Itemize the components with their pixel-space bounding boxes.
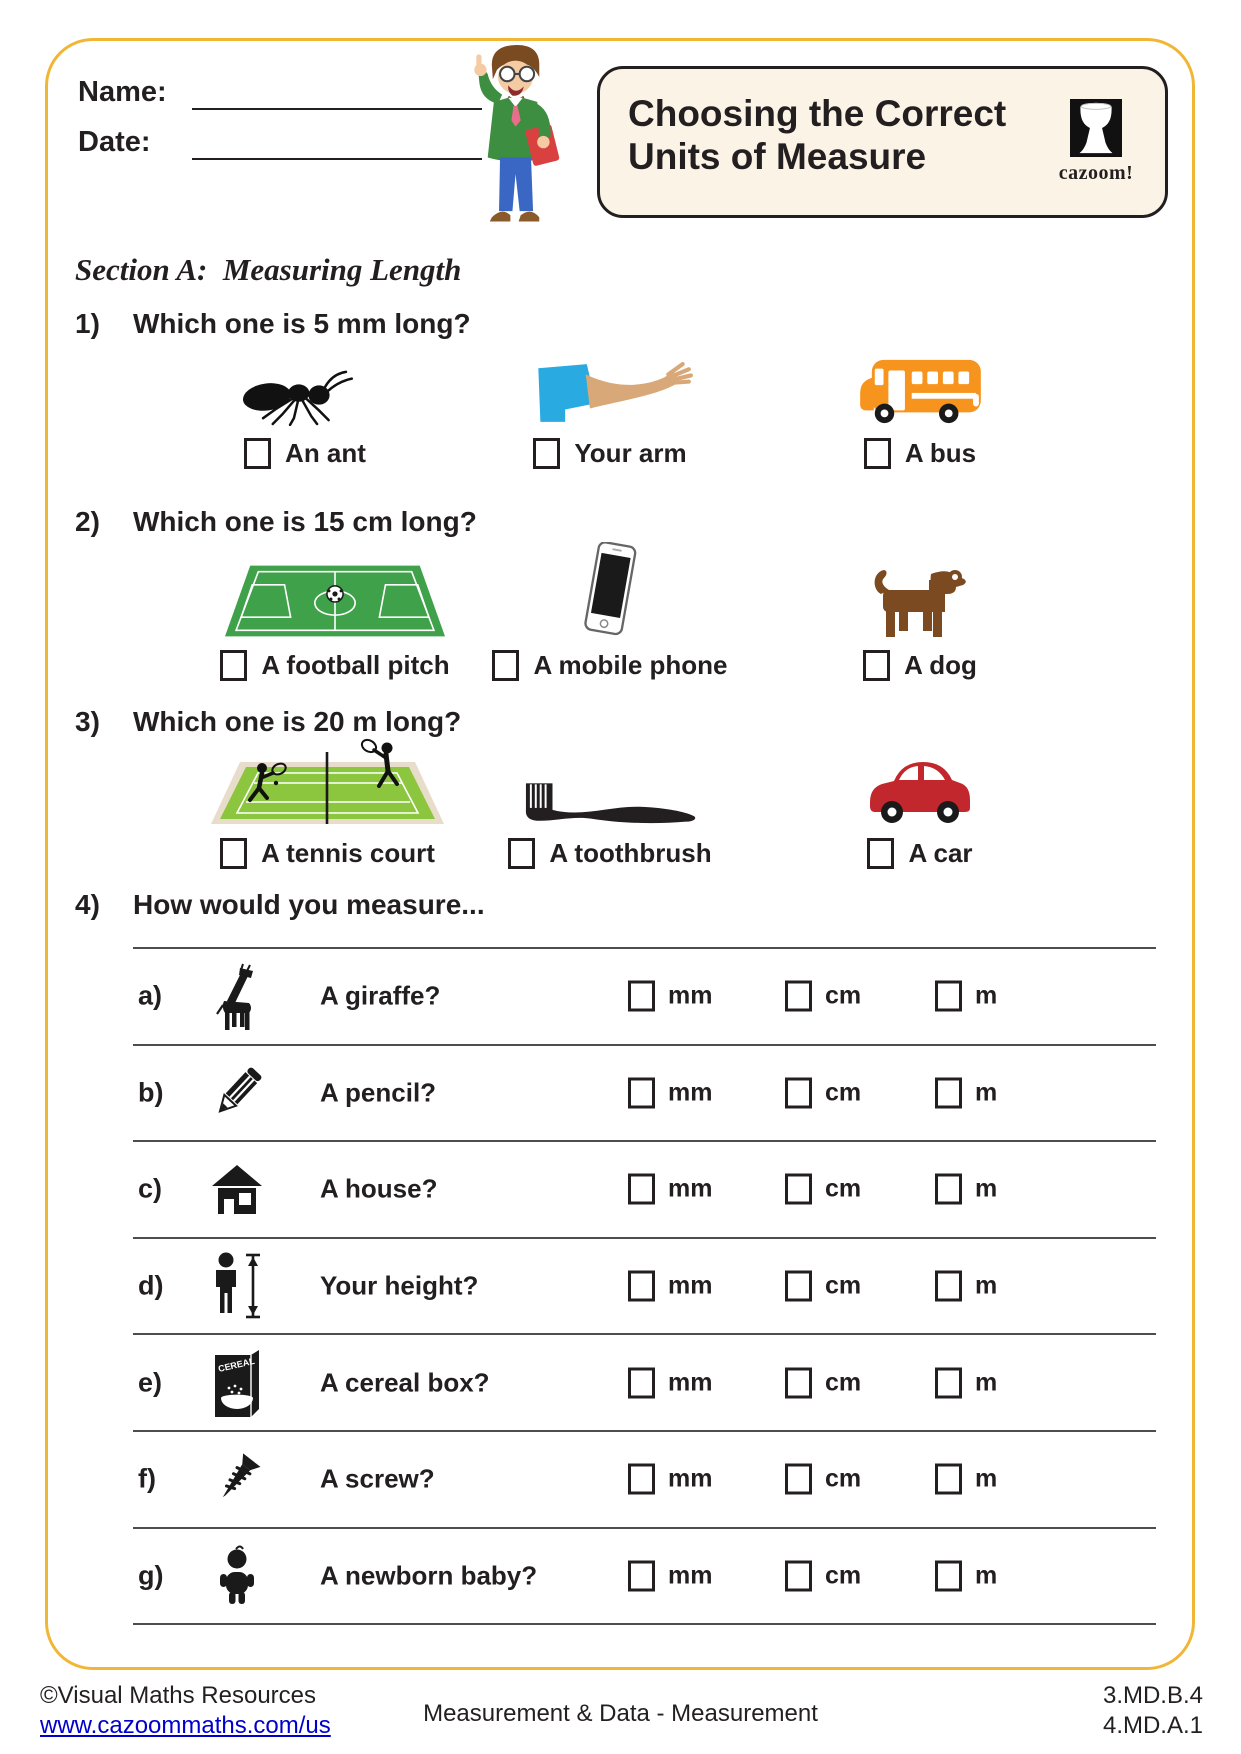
unit-label-m: m xyxy=(975,1368,998,1397)
q1-number: 1) xyxy=(75,308,100,339)
checkbox-screw-cm[interactable] xyxy=(785,1464,812,1495)
q2-option-football-pitch xyxy=(210,542,460,681)
unit-label-cm: cm xyxy=(825,1368,862,1397)
tennis-court-icon xyxy=(200,736,455,826)
footer-standard-2: 4.MD.A.1 xyxy=(1102,1712,1203,1739)
unit-label-mm: mm xyxy=(668,1271,713,1300)
checkbox-newborn-baby-mm[interactable] xyxy=(628,1560,655,1591)
row-question: A newborn baby? xyxy=(320,1560,538,1591)
baby-icon xyxy=(191,1545,283,1607)
q3-text: Which one is 20 m long? xyxy=(133,706,462,737)
checkbox-newborn-baby-m[interactable] xyxy=(935,1560,962,1591)
option-label-a-toothbrush: A toothbrush xyxy=(549,838,712,868)
q3-option-tennis-court xyxy=(200,736,455,869)
checkbox-a-mobile-phone[interactable] xyxy=(492,650,519,681)
table-row-screw xyxy=(133,1430,1156,1527)
q1-option-a-bus xyxy=(830,352,1010,469)
row-label: e) xyxy=(138,1367,163,1398)
row-question: A screw? xyxy=(320,1463,435,1494)
row-question: A cereal box? xyxy=(320,1367,490,1398)
ant-icon xyxy=(200,352,410,426)
q3-number: 3) xyxy=(75,706,100,737)
table-row-newborn-baby xyxy=(133,1527,1156,1624)
q2-number: 2) xyxy=(75,506,100,537)
option-label-a-football-pitch: A football pitch xyxy=(261,650,450,680)
row-label: b) xyxy=(138,1077,164,1108)
option-label-your-arm: Your arm xyxy=(574,438,687,468)
unit-label-mm: mm xyxy=(668,1561,713,1590)
option-label-a-tennis-court: A tennis court xyxy=(261,838,435,868)
table-row-house xyxy=(133,1140,1156,1237)
name-label: Name: xyxy=(78,76,167,108)
unit-label-m: m xyxy=(975,1174,998,1203)
q1-text: Which one is 5 mm long? xyxy=(133,308,471,339)
q1-option-your-arm xyxy=(490,352,730,469)
unit-label-mm: mm xyxy=(668,1174,713,1203)
screw-icon xyxy=(191,1453,283,1505)
checkbox-giraffe-cm[interactable] xyxy=(785,981,812,1012)
unit-label-m: m xyxy=(975,1271,998,1300)
checkbox-cereal-box-cm[interactable] xyxy=(785,1367,812,1398)
row-question: A house? xyxy=(320,1173,438,1204)
q2-option-mobile-phone xyxy=(533,542,728,681)
row-label: c) xyxy=(138,1173,163,1204)
q4-text: How would you measure... xyxy=(133,889,485,920)
checkbox-an-ant[interactable] xyxy=(244,438,271,469)
table-row-cereal-box xyxy=(133,1333,1156,1430)
checkbox-giraffe-mm[interactable] xyxy=(628,981,655,1012)
footer-standard-1: 3.MD.B.4 xyxy=(1102,1682,1203,1709)
option-label-an-ant: An ant xyxy=(285,438,366,468)
bus-icon xyxy=(830,352,1010,426)
checkbox-screw-m[interactable] xyxy=(935,1464,962,1495)
table-row-pencil xyxy=(133,1044,1156,1141)
unit-label-cm: cm xyxy=(825,1078,862,1107)
name-input-line[interactable] xyxy=(192,108,482,110)
checkbox-cereal-box-mm[interactable] xyxy=(628,1367,655,1398)
logo-wordmark: cazoom! xyxy=(1058,162,1134,184)
unit-label-m: m xyxy=(975,1078,998,1107)
footer-link[interactable]: www.cazoommaths.com/us xyxy=(40,1712,331,1739)
row-label: g) xyxy=(138,1560,164,1591)
q4-number: 4) xyxy=(75,889,100,920)
checkbox-your-arm[interactable] xyxy=(533,438,560,469)
unit-label-mm: mm xyxy=(668,1464,713,1493)
footer-copyright: ©Visual Maths Resources xyxy=(40,1682,317,1709)
row-question: Your height? xyxy=(320,1270,479,1301)
checkbox-a-tennis-court[interactable] xyxy=(220,838,247,869)
q2-text: Which one is 15 cm long? xyxy=(133,506,477,537)
drum-icon xyxy=(1070,99,1122,157)
date-label: Date: xyxy=(78,126,151,158)
checkbox-house-m[interactable] xyxy=(935,1174,962,1205)
q4-table xyxy=(133,947,1156,1625)
q3-option-toothbrush xyxy=(515,736,712,869)
checkbox-newborn-baby-cm[interactable] xyxy=(785,1560,812,1591)
checkbox-cereal-box-m[interactable] xyxy=(935,1367,962,1398)
unit-label-m: m xyxy=(975,981,998,1010)
footer-topic: Measurement & Data - Measurement xyxy=(423,1700,818,1727)
mobile-phone-icon xyxy=(535,542,685,638)
checkbox-pencil-mm[interactable] xyxy=(628,1077,655,1108)
house-icon xyxy=(191,1162,283,1216)
unit-label-cm: cm xyxy=(825,1271,862,1300)
q1-option-an-ant xyxy=(200,352,410,469)
checkbox-pencil-cm[interactable] xyxy=(785,1077,812,1108)
unit-label-mm: mm xyxy=(668,981,713,1010)
unit-label-cm: cm xyxy=(825,1561,862,1590)
cazoom-logo xyxy=(1051,99,1141,185)
unit-label-cm: cm xyxy=(825,981,862,1010)
page-title: Choosing the Correct Units of Measure xyxy=(628,93,1007,177)
checkbox-pencil-m[interactable] xyxy=(935,1077,962,1108)
date-input-line[interactable] xyxy=(192,158,482,160)
svg-text:CEREAL: CEREAL xyxy=(217,1355,256,1374)
checkbox-a-football-pitch[interactable] xyxy=(220,650,247,681)
unit-label-mm: mm xyxy=(668,1078,713,1107)
checkbox-giraffe-m[interactable] xyxy=(935,981,962,1012)
q2-option-dog xyxy=(825,542,1015,681)
arm-icon xyxy=(490,352,730,426)
checkbox-a-toothbrush[interactable] xyxy=(508,838,535,869)
row-question: A giraffe? xyxy=(320,980,441,1011)
teacher-illustration xyxy=(462,42,567,243)
cereal-box-icon xyxy=(191,1347,283,1419)
checkbox-a-bus[interactable] xyxy=(864,438,891,469)
giraffe-icon xyxy=(191,962,283,1030)
pencil-icon xyxy=(191,1064,283,1122)
table-row-height xyxy=(133,1237,1156,1334)
football-pitch-icon xyxy=(210,542,460,638)
checkbox-height-m[interactable] xyxy=(935,1271,962,1302)
worksheet-title-box xyxy=(597,66,1168,218)
row-question: A pencil? xyxy=(320,1077,437,1108)
option-label-a-car: A car xyxy=(908,838,973,868)
q3-option-car xyxy=(825,736,1015,869)
option-label-a-bus: A bus xyxy=(904,438,977,468)
unit-label-mm: mm xyxy=(668,1368,713,1397)
height-icon xyxy=(191,1252,283,1320)
option-label-a-mobile-phone: A mobile phone xyxy=(533,650,728,680)
row-label: d) xyxy=(138,1270,164,1301)
unit-label-m: m xyxy=(975,1561,998,1590)
option-label-a-dog: A dog xyxy=(904,650,977,680)
checkbox-a-car[interactable] xyxy=(867,838,894,869)
row-label: a) xyxy=(138,980,163,1011)
checkbox-a-dog[interactable] xyxy=(863,650,890,681)
unit-label-m: m xyxy=(975,1464,998,1493)
unit-label-cm: cm xyxy=(825,1464,862,1493)
toothbrush-icon xyxy=(515,736,705,826)
checkbox-height-cm[interactable] xyxy=(785,1271,812,1302)
dog-icon xyxy=(825,542,1015,638)
unit-label-cm: cm xyxy=(825,1174,862,1203)
checkbox-screw-mm[interactable] xyxy=(628,1464,655,1495)
row-label: f) xyxy=(138,1463,156,1494)
checkbox-height-mm[interactable] xyxy=(628,1271,655,1302)
car-icon xyxy=(825,736,1015,826)
checkbox-house-mm[interactable] xyxy=(628,1174,655,1205)
checkbox-house-cm[interactable] xyxy=(785,1174,812,1205)
table-row-giraffe xyxy=(133,947,1156,1044)
section-a-heading: Section A: Measuring Length xyxy=(75,252,462,287)
